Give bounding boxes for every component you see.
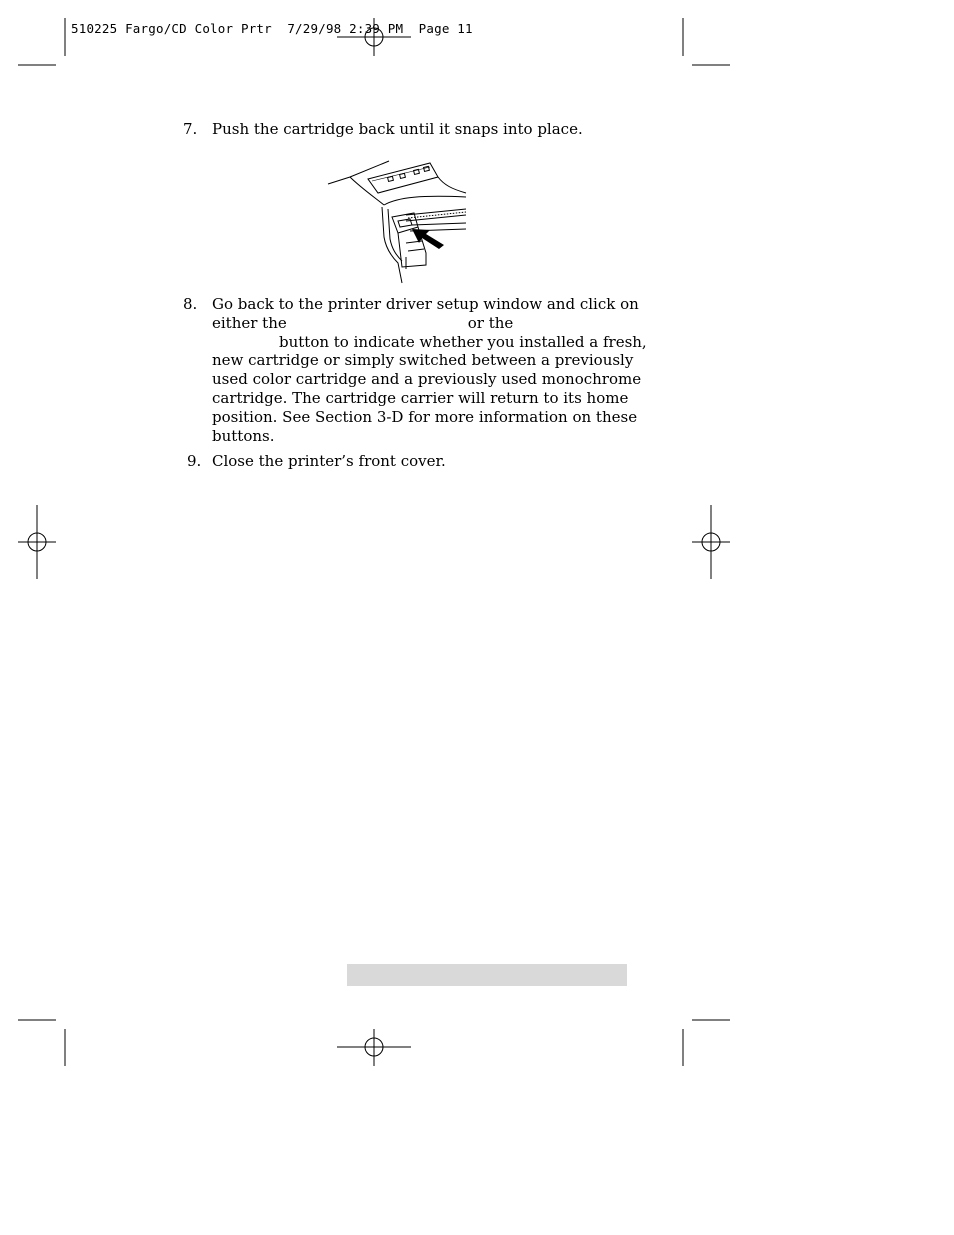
step-text: used color cartridge and a previously used monochrome xyxy=(212,370,642,389)
step-text: buttons. xyxy=(212,426,275,445)
step-text: or the xyxy=(467,313,514,332)
step-number: 8. xyxy=(183,295,198,313)
step-text: position. See Section 3-D for more information on these xyxy=(212,407,638,426)
step-text: new cartridge or simply switched between a previously xyxy=(212,351,634,370)
step-text: either the xyxy=(212,313,287,332)
print-slug: 510225 Fargo/CD Color Prtr 7/29/98 2:39 PM Page 11 xyxy=(71,21,473,36)
step-text: button to indicate whether you installed a fresh, xyxy=(279,332,647,351)
printer-cartridge-icon xyxy=(326,157,471,284)
step-text: cartridge. The cartridge carrier will return to its home xyxy=(212,388,629,407)
footer-bar xyxy=(347,964,627,986)
step-number: 9. xyxy=(187,452,202,470)
step-text: Go back to the printer driver setup window and click on xyxy=(212,295,639,313)
step-text: Push the cartridge back until it snaps into place. xyxy=(212,120,583,138)
step-number: 7. xyxy=(183,120,198,138)
push-arrow-icon xyxy=(412,229,444,249)
step-text: Close the printer’s front cover. xyxy=(212,452,446,470)
